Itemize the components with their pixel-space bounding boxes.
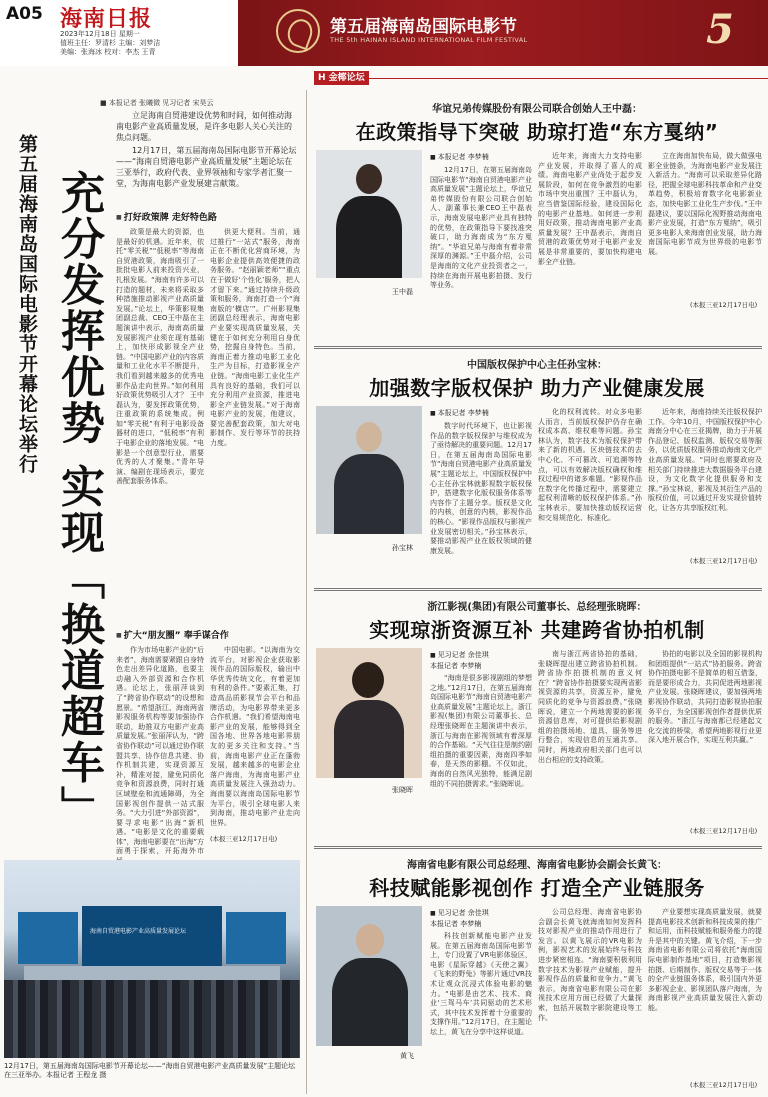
portrait-body xyxy=(332,958,408,1046)
article-text-col xyxy=(430,166,532,312)
section-tag: H 金椰论坛 xyxy=(314,71,369,85)
lead-text-col xyxy=(116,228,204,620)
article-paragraph: 化的权利流转。对众多电影人而言，当前版权保护仍存在确权成本高、维权难等问题。孙宝林认为，数字技术为版权保护带来了新的机遇。区块链技术的去中心化、不可篡改、可追溯等特点，可以有效解决版权确权和维权过程中的诸多难题。“影视作品在数字化传播过程中，需要建立起权利清晰的版权保护体系。”孙宝林表示，要加快推动版权运营和交易规范化、标准化。 xyxy=(538,408,642,522)
article-text-col xyxy=(538,650,642,840)
article-paragraph: 数字时代环境下，也让影视作品的数字版权保护与维权成为了亟待解决的重要问题。12月17日，在第五届海南岛国际电影节“海南自贸港电影产业高质量发展”主题论坛上，中国版权保护中心主任孙宝林就影视数字版权保护，搭建数字化版权服务体系等内容作了主题分享。版权是文化的内核，创意的内核，影视作品的核心。“影视作品版权与影视产业发展密切相关。”孙宝林表示，要推动影视产业在版权领域的健康发展。 xyxy=(430,422,532,555)
lead-subhead-2: ■ 扩大“朋友圈” 奉手谋合作 xyxy=(116,628,229,641)
reporter-name: ■ 本报记者 李梦楠 xyxy=(430,152,489,163)
article-end-note: (本报三亚12月17日电) xyxy=(690,827,758,835)
article-paragraph: 12月17日，在第五届海南岛国际电影节“海南自贸港电影产业高质量发展”主题论坛上，华谊兄弟传媒股份有限公司联合创始人、副董事长兼CEO王中磊表示，海南发展电影产业具有独特的优势，在政策指导下要找准突破口，助力海南成为“东方戛纳”。“华谊兄弟与海南有着非常深厚的渊源。”王中磊介绍，公司是海南的文化产业投资者之一，持续在海南开展电影拍摄、发行等业务。 xyxy=(430,166,532,290)
design-line: 美编：张海冰 校对：李杰 王青 xyxy=(60,48,156,56)
article-reporters xyxy=(430,408,489,419)
portrait-body xyxy=(334,454,404,534)
article-reporters xyxy=(430,908,489,929)
portrait-body xyxy=(334,700,404,778)
article-text-col xyxy=(648,152,762,298)
masthead-meta xyxy=(60,30,160,57)
lead-subhead-1: ■ 打好政策牌 走好特色路 xyxy=(116,210,217,223)
article-text-col xyxy=(648,408,762,552)
article-kicker: 浙江影视(集团)有限公司董事长、总经理张晓晖： xyxy=(427,602,647,613)
forum-audience xyxy=(4,980,300,1058)
portrait-wang-zhonglei xyxy=(316,150,422,278)
lead-byline: ■ 本报记者 张曦微 见习记者 宋昊云 xyxy=(100,99,214,107)
festival-banner xyxy=(238,0,768,66)
article-paragraph: 协拍的电影以及全国的影视机构和团组提供“一站式”协拍服务。跨省协作拍摄电影不是简单的相互借鉴，而是要形成合力，共同促进两地影视产业发展。张晓晖建议，要加强两地影视协作联动，共同打造影视协拍服务平台，为全国影视创作者提供优质的服务。“浙江与海南都已经建起文化交流的桥梁，希望两地影视行业更深入地开展合作，实现互利共赢。” xyxy=(648,650,762,745)
portrait-head xyxy=(356,422,382,452)
article-text-col xyxy=(430,674,532,840)
lead-paragraph: 作为市场电影产业的“后来者”，海南需要紧跟自身特色走出差异化道路，也要主动融入外部资源和合作机遇。论坛上，张丽萍谈到了“跨省协作联动”的设想和愿景。“希望浙江、海南两省影视服务机构等要加强协作联动，助推双方电影产业高质量发展。”张丽萍认为，“跨省协作联动”可以通过协作联盟共享、协作信息共建、协作机制共建，实现资源互补，精准对接，避免同质化竞争和资源浪费，同时打通区域壁垒和流通障碍，为全国影视创作提供一站式服务。“大力引进“外部资源”，要寻求电影“出海”新机遇。“电影是文化的重要载体”，海南电影要在“出海”方面勇于探索，开拓海外市 xyxy=(116,646,204,856)
article-headline: 实现琼浙资源互补 共建跨省协拍机制 xyxy=(369,618,705,642)
article-paragraph: 南与浙江两省协拍的基础，张晓晖提出建立跨省协拍机制。跨省协作拍摄机制的意义何在？“跨省协作拍摄要实现两省影视资源的共享，资源互补，避免同质化的竞争与资源浪费。”张晓晖说，建立一个两地需要的影视资源信息库，对可提供给影视剧组的拍摄场地、道具、服务等进行整合，实现信息的互通共享。同时，两地政府相关部门也可以出台相应的支持政策。 xyxy=(538,650,642,764)
article-headline: 科技赋能影视创作 打造全产业链服务 xyxy=(369,876,705,900)
portrait-head xyxy=(356,924,384,956)
article-end-note: (本报三亚12月17日电) xyxy=(690,1081,758,1089)
article-paragraph: 公司总经理、海南省电影协会副会长黄飞就海南如何发挥科技对影视产业的推动作用进行了发言。以黄飞展示的VR电影为例，影视艺术的发展始终与科技进步紧密相连。“海南要积极利用数字技术为影视产业赋能，提升影视作品的质量和竞争力。”黄飞表示，海南省电影有限公司在影视技术应用方面已经做了大量探索，包括开展数字影院建设等工作。 xyxy=(538,908,642,1022)
article-paragraph: “海南是很多影视剧组的梦想之地。”12月17日，在第五届海南岛国际电影节“海南自贸港电影产业高质量发展”主题论坛上，浙江影视(集团)有限公司董事长、总经理张晓晖在主题演讲中表示，浙江与海南在影视领域有着深厚的合作基础。“天气往往是制约剧组拍摄的重要因素，海南四季如春，是天然的影棚。不仅如此，海南的自然风光独特，能满足剧组的不同拍摄需求。”张晓晖说。 xyxy=(430,674,532,788)
article-separator xyxy=(314,846,762,849)
lead-paragraph: 供更大便利。当前，通过推行“一站式”服务，海南正在不断优化营商环境，为电影企业提供高效便捷的政务服务。“赵丽颖老师”“重点在于做好‘个性化’服务，把人才留下来。”通过持续升级政策和服务，海南打造一个“海南版的‘横店’”。广州影视集团副总经理表示，海南电影产业要实现高质量发展，关键在于如何充分利用自身优势，挖掘自身特色。当前，海南正着力推动电影工业化生产为目标，打造影视全产业链。“海南电影工业化生产具有良好的基础，我们可以充分利用产业资源，推进电影全产业链发展。”对于海南电影产业的发展，他建议，要完善配套政策，加大对电影制作、发行等环节的扶持力度。 xyxy=(210,228,300,448)
portrait-head xyxy=(356,164,382,194)
forum-screen-text: 海南自贸港电影产业高质量发展论坛 xyxy=(90,928,187,935)
forum-photo xyxy=(4,860,300,1058)
lead-text-col xyxy=(210,228,300,620)
portrait-caption: 孙宝林 xyxy=(392,544,413,552)
reporter-name: 本报记者 李梦楠 xyxy=(430,662,482,670)
article-headline: 在政策指导下突破 助琼打造“东方戛纳” xyxy=(355,120,719,144)
lead-text-col xyxy=(210,646,300,832)
portrait-caption: 王中磊 xyxy=(392,288,413,296)
portrait-huang-fei xyxy=(316,906,422,1046)
article-paragraph: 产业要想实现高质量发展，就要提高电影技术创新和科技成果的推广和运用，而科技赋能和服务能力的提升是其中的关键。黄飞介绍，下一步海南省电影有限公司将依托“海南国际电影制作基地”项目，打造集影视拍摄、后期制作、版权交易等于一体的全产业链服务体系，吸引国内外更多影视企业、影视团队落户海南，为海南影视产业高质量发展注入新动能。 xyxy=(648,908,762,1012)
lead-end-note: (本报三亚12月17日电) xyxy=(210,835,278,843)
forum-photo-caption: 12月17日，第五届海南岛国际电影节开幕论坛——“海南自贸港电影产业高质量发展”主题论坛在三亚举办。本报记者 王程龙 摄 xyxy=(4,1062,296,1079)
article-reporters xyxy=(430,152,489,163)
column-divider xyxy=(306,90,307,1094)
lead-lede xyxy=(116,110,298,189)
reporter-name: ■ 本报记者 李梦楠 xyxy=(430,408,489,419)
article-end-note: (本报三亚12月17日电) xyxy=(690,301,758,309)
article-text-col xyxy=(648,650,762,820)
page-number: A05 xyxy=(6,4,43,24)
article-text-col xyxy=(538,908,642,1088)
article-end-note: (本报三亚12月17日电) xyxy=(690,557,758,565)
section-rule xyxy=(368,78,768,79)
portrait-sun-baolin xyxy=(316,406,422,534)
portrait-caption: 张晓晖 xyxy=(392,786,413,794)
lead-text-col xyxy=(116,646,204,856)
festival-title-en: THE 5th HAINAN ISLAND INTERNATIONAL FILM FESTIVAL xyxy=(330,36,528,44)
article-separator xyxy=(314,346,762,349)
article-paragraph: 立在海南加快布局，做大做强电影全业链条，为海南电影产业发展注入新活力。“海南可以采取差异化路径，把握全球电影科技革命和产业变革趋势，积极培育数字化电影新业态，加快电影工业化生产步伐。”王中磊建议，要以国际化视野推动海南电影产业发展，打造“东方戛纳”，吸引更多电影人来海南创业发展，助力海南国际电影节成为世界级的电影节展。 xyxy=(648,152,762,256)
article-text-col xyxy=(538,152,642,312)
festival-logo-icon xyxy=(276,9,320,53)
article-text-col xyxy=(430,932,532,1088)
article-kicker: 海南省电影有限公司总经理、海南省电影协会副会长黄飞： xyxy=(407,860,667,871)
portrait-zhang-xiaohui xyxy=(316,648,422,778)
article-separator xyxy=(314,588,762,591)
article-paragraph: 近年来，海南大力支持电影产业发展，并取得了喜人的成绩。海南电影产业尚处于起步发展阶段，如何在竞争激烈的电影市场中突出重围？王中磊认为，应当借鉴国际经验，建设国际化的电影产业基地。如何进一步利用好政策，推动海南电影产业高质量发展？王中磊表示，海南自贸港的政策优势对于电影产业发展是非常重要的，要加快构建电影全产业链。 xyxy=(538,152,642,266)
article-text-col xyxy=(430,422,532,566)
portrait-body xyxy=(336,196,402,278)
masthead xyxy=(0,0,768,66)
reporter-name: ■ 见习记者 余佳琪 xyxy=(430,908,489,919)
article-headline: 加强数字版权保护 助力产业健康发展 xyxy=(369,376,705,400)
lead-story xyxy=(0,90,306,1097)
article-kicker: 中国版权保护中心主任孙宝林： xyxy=(467,360,607,371)
festival-edition-mark: 5 xyxy=(706,6,734,53)
article-text-col xyxy=(648,908,762,1076)
forum-stage xyxy=(24,966,280,980)
forum-main-screen xyxy=(82,906,222,968)
lede-paragraph: 12月17日，第五届海南岛国际电影节开幕论坛——“海南自贸港电影产业高质量发展”主题论坛在三亚举行，政府代表、业界领袖和专家学者汇聚一堂，为海南电影产业发展建言献策。 xyxy=(116,146,297,188)
lead-title-big: 充分发挥优势 实现「换道超车」 xyxy=(53,170,104,832)
forum-side-screen xyxy=(226,912,286,964)
article-paragraph: 近年来，海南持续关注版权保护工作。今年10月，中国版权保护中心海南分中心在三亚揭牌，助力于开展作品登记、版权监测、版权交易等服务，以优质版权服务推动海南文化产业高质量发展。“同时也需要政府及相关部门持续推进大数据服务平台建设，为文化数字化提供服务和支撑。”孙宝林说，影视及其衍生产品的版权价值，可以通过开发实现价值转化，让各方共享版权红利。 xyxy=(648,408,762,512)
reporter-name: ■ 见习记者 余佳琪 xyxy=(430,650,489,661)
reporter-name: 本报记者 李梦楠 xyxy=(430,920,482,928)
portrait-caption: 黄飞 xyxy=(400,1052,414,1060)
article-kicker: 华谊兄弟传媒股份有限公司联合创始人王中磊： xyxy=(432,104,642,115)
portrait-head xyxy=(352,662,384,698)
lede-paragraph: 立足海南自贸港建设优势和时间，如何推动海南电影产业高质量发展，是许多电影人关心关注的焦点问题。 xyxy=(116,111,292,142)
article-text-col xyxy=(538,408,642,566)
section-bar xyxy=(306,72,768,84)
newspaper-name: 海南日报 xyxy=(60,6,153,32)
lead-title-small: 第五届海南岛国际电影节开幕论坛举行 xyxy=(16,134,38,474)
lead-paragraph: 中国电影。“以海南为交流平台，对影视企业获取影视作品的国际版权，输出中华优秀传统文化，有着更加有利的条件。”要素汇集，打造高品质影视节会平台和品牌活动，为电影界带来更多合作机遇。“我们希望海南电影产业的发展，能够得到全国各地、世界各地电影界朋友的更多关注和支持。”当前，海南电影产业正在蓬勃发展，越来越多的电影企业落户海南，为海南电影产业高质量发展注入强劲动力。海南要以海南岛国际电影节为平台，吸引全球电影人来到海南，推动电影产业走向世界。 xyxy=(210,646,300,827)
article-reporters xyxy=(430,650,489,671)
lead-paragraph: 政策是最大的资源，也是最好的机遇。近年来，依托“零关税”“低税率”等海南自贸港政策，海南吸引了一批批电影人前来投资兴业，扎根发展。“海南有许多可以打造的题材，未来将采取多种措施推动影视产业高质量发展。”论坛上，华策影视集团副总裁、CEO王中磊在主题演讲中表示，海南高质量发展影视产业须在现有基础上，加快形成影视全产业链。“中国电影产业的内容质量和工业化水平不断提升，我们看到越来越多的优秀电影作品走向世界。”如何利用好政策优势吸引人才？ 王中磊认为，要发挥政策优势，注重政策的系统集成。例如“零关税”有利于电影设备器材的进口，“低税率”有利于电影企业的落地发展。“电影是一个创意型行业，需要优秀的人才聚集。”青年导演、编剧在现场表示，要完善配套服务体系。 xyxy=(116,228,204,486)
editor-line: 值班主任：罗清杉 主编：刘梦洁 xyxy=(60,39,161,47)
forum-side-screen xyxy=(18,912,78,964)
article-paragraph: 科技创新赋能电影产业发展。在第五届海南岛国际电影节上，专门设置了VR电影体验区，电影《星际穿越》《天使之翼》《飞来的野兔》等影片通过VR技术让观众沉浸式体验电影的魅力。“电影是由艺术、技术、商业‘三驾马车’共同驱动的艺术形式，其中技术发挥着十分重要的支撑作用。”12月17日，在主题论坛上，黄飞在分享中这样说道。 xyxy=(430,932,532,1036)
date-line: 2023年12月18日 星期一 xyxy=(60,30,140,38)
festival-title: 第五届海南岛国际电影节 xyxy=(330,17,517,37)
